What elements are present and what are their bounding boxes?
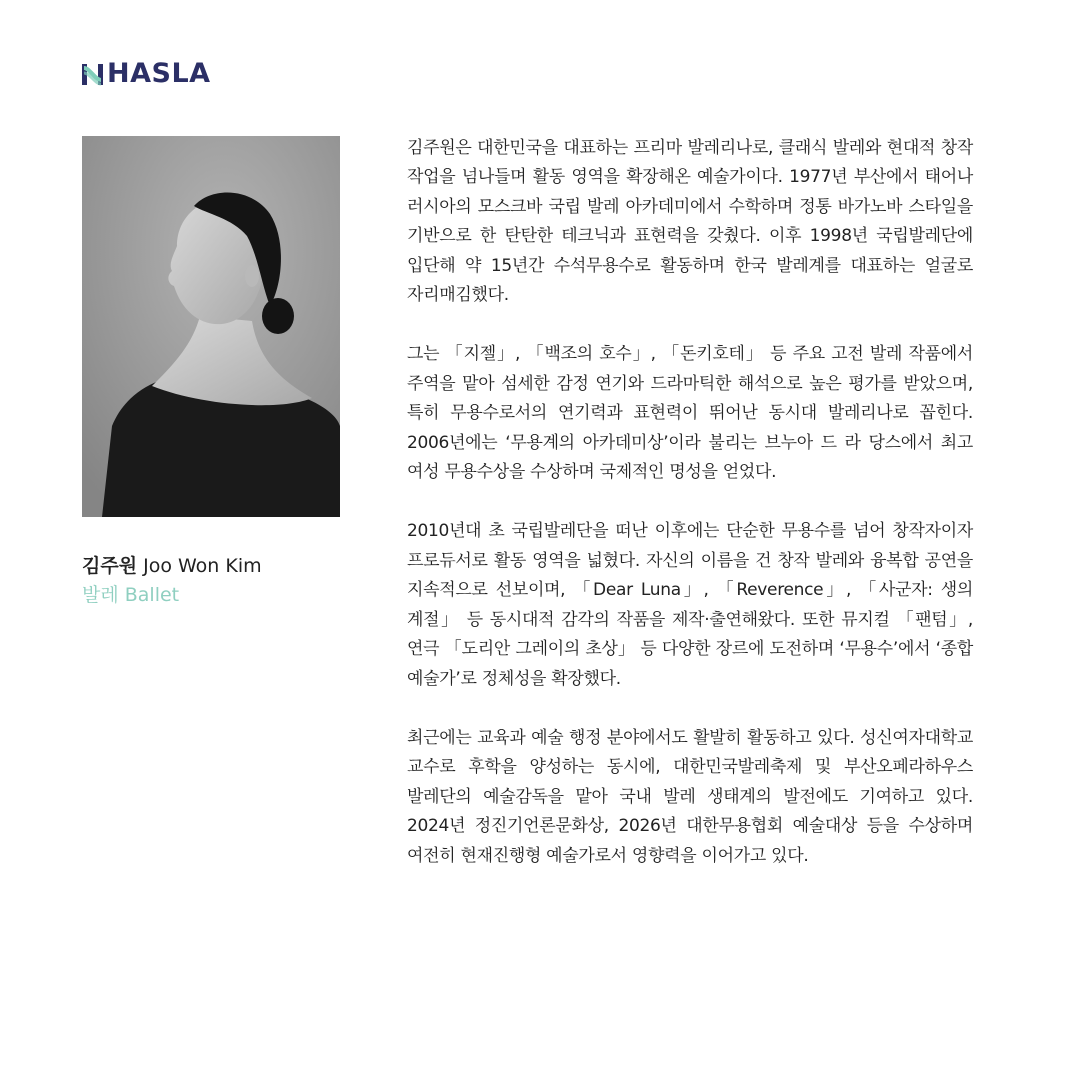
artist-name (82, 552, 262, 580)
artist-name-ko: 김주원 (82, 555, 138, 577)
bio-paragraph: 최근에는 교육과 예술 행정 분야에서도 활발히 활동하고 있다. 성신여자대학교 교수로 후학을 양성하는 동시에, 대한민국발레축제 및 부산오페라하우스 발레단의 예술감독을 맡아 국내 발레 생태계의 발전에도 기여하고 있다. 2024년 정진기언론문화상, 2026년 대한무용협회 예술대상 등을 수상하며 여전히 현재진행형 예술가로서 영향력을 이어가고 있다. (407, 727, 973, 866)
biography (407, 134, 973, 901)
bio-paragraph: 2010년대 초 국립발레단을 떠난 이후에는 단순한 무용수를 넘어 창작자이자 프로듀서로 활동 영역을 넓혔다. 자신의 이름을 건 창작 발레와 융복합 공연을 지속적으로 선보이며, 「Dear Luna」, 「Reverence」, 「사군자: 생의 계절」 등 동시대적 감각의 작품을 제작·출연해왔다. 또한 뮤지컬 「팬텀」, 연극 「도리안 그레이의 초상」 등 다양한 장르에 도전하며 ‘무용수’에서 ‘종합 예술가’로 정체성을 확장했다. (407, 521, 973, 689)
bio-paragraph: 김주원은 대한민국을 대표하는 프리마 발레리나로, 클래식 발레와 현대적 창작 작업을 넘나들며 활동 영역을 확장해온 예술가이다. 1977년 부산에서 태어나 러시아의 모스크바 국립 발레 아카데미에서 수학하며 정통 바가노바 스타일을 기반으로 한 탄탄한 테크닉과 표현력을 갖췄다. 이후 1998년 국립발레단에 입단해 약 15년간 수석무용수로 활동하며 한국 발레계를 대표하는 얼굴로 자리매김했다. (407, 138, 973, 306)
brand-logo (82, 58, 211, 90)
bio-paragraph: 그는 「지젤」, 「백조의 호수」, 「돈키호테」 등 주요 고전 발레 작품에서 주역을 맡아 섬세한 감정 연기와 드라마틱한 해석으로 높은 평가를 받았으며, 특히 무용수로서의 연기력과 표현력이 뛰어난 동시대 발레리나로 꼽힌다. 2006년에는 ‘무용계의 아카데미상’이라 불리는 브누아 드 라 당스에서 최고 여성 무용수상을 수상하며 국제적인 명성을 얻었다. (407, 344, 973, 483)
artist-portrait (82, 136, 340, 517)
artist-name-en: Joo Won Kim (143, 555, 262, 577)
hasla-h-mark-icon (82, 60, 106, 88)
brand-name: HASLA (107, 58, 211, 89)
artist-genre: 발레 Ballet (82, 584, 180, 606)
